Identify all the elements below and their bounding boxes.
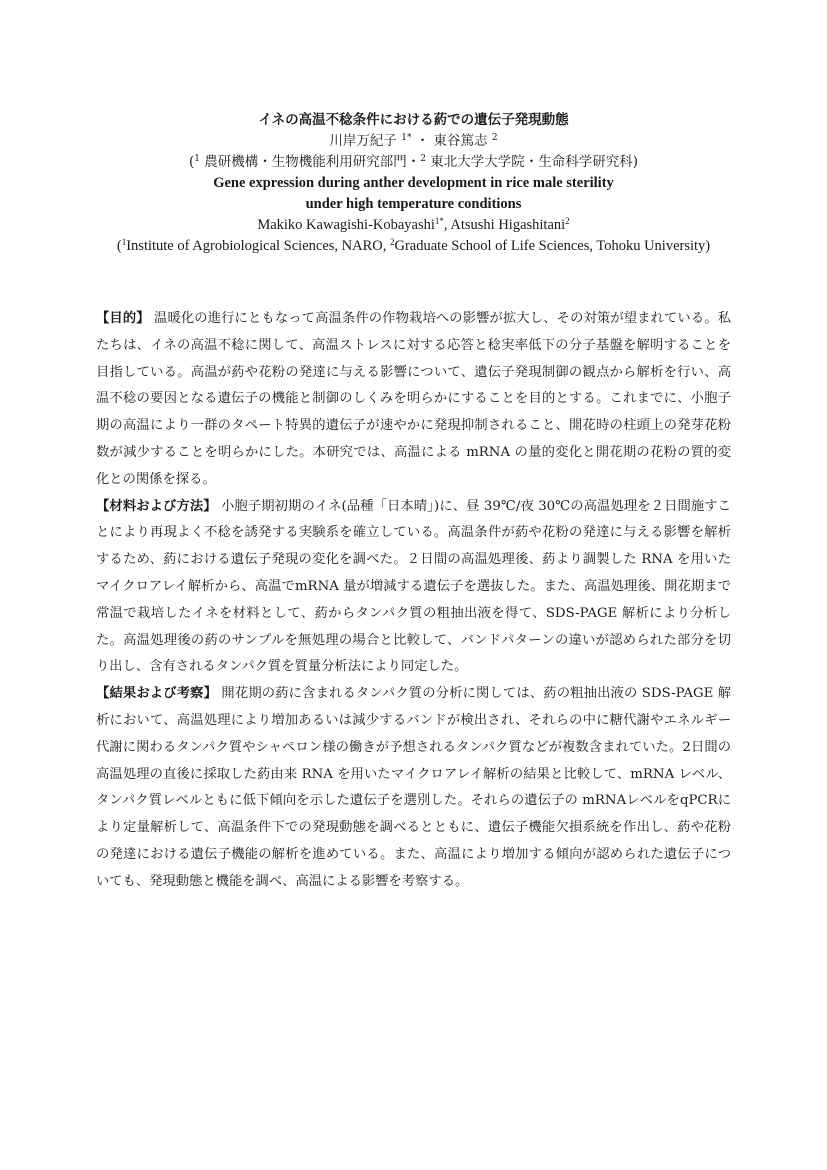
author-2-en-mark: 2 <box>565 216 570 226</box>
author-2-ja-mark: 2 <box>491 133 498 143</box>
affiliation-en-1: Institute of Agrobiological Sciences, NARO, <box>126 238 390 254</box>
affiliation-japanese <box>90 152 737 173</box>
title-english-line-2: under high temperature conditions <box>305 196 522 212</box>
section-methods-text: 小胞子期初期のイネ(品種「日本晴」)に、昼 39℃/夜 30℃の高温処理を２日間施すことにより再現よく不稔を誘発する実験系を確立している。高温条件が葯や花粉の発達に与える影響を解析するため、葯における遺伝子発現の変化を調べた。２日間の高温処理後、葯より調製した RNA を用いたマイクロアレイ解析から、高温でmRNA 量が増減する遺伝子を選抜した。また、高温処理後、開花期まで常温で栽培したイネを材料として、葯からタンパク質の粗抽出液を得て、SDS-PAGE 解析により分析した。高温処理後の葯のサンプルを無処理の場合と比較して、バンドパターンの違いが認められた部分を切り出し、含有されるタンパク質を質量分析法により同定した。 <box>96 498 732 675</box>
affiliation-ja-mark-2: 2 <box>420 154 426 164</box>
author-1-en: Makiko Kawagishi-Kobayashi <box>257 217 435 233</box>
affiliation-ja-open: ( <box>188 154 195 170</box>
title-japanese: イネの高温不稔条件における葯での遺伝子発現動態 <box>258 112 569 128</box>
section-methods <box>96 494 731 682</box>
affiliation-en-mark-1: 1 <box>121 237 127 247</box>
section-results <box>96 681 731 895</box>
affiliation-ja-2: 東北大学大学院・生命科学研究科) <box>425 154 639 170</box>
author-2-en: Atsushi Higashitani <box>450 217 566 233</box>
affiliation-ja-1: 農研機構・生物機能利用研究部門・ <box>199 154 421 170</box>
author-separator-ja: ・ <box>415 133 430 149</box>
affiliation-en-open: ( <box>116 238 122 254</box>
section-purpose-text: 温暖化の進行にともなって高温条件の作物栽培への影響が拡大し、その対策が望まれている。私たちは、イネの高温不稔に関して、高温ストレスに対する応答と稔実率低下の分子基盤を解明することを目指している。高温が葯や花粉の発達に与える影響について、遺伝子発現制御の観点から解析を行い、高温不稔の要因となる遺伝子の機能と制御のしくみを明らかにすることを目的とする。これまでに、小胞子期の高温により一群のタペート特異的遺伝子が速やかに発現抑制されること、開花時の柱頭上の発芽花粉数が減少することを明らかにした。本研究では、高温による mRNA の量的変化と開花期の花粉の質的変化との関係を探る。 <box>96 311 731 487</box>
author-2-ja: 東谷篤志 <box>433 133 488 149</box>
section-purpose-heading: 【目的】 <box>96 311 150 326</box>
abstract-body <box>96 306 731 896</box>
section-results-heading: 【結果および考察】 <box>96 686 218 702</box>
affiliation-en-2: Graduate School of Life Sciences, Tohoku University) <box>394 238 711 254</box>
section-purpose <box>96 306 731 494</box>
author-1-ja-mark: 1* <box>401 133 412 143</box>
author-1-en-mark: 1* <box>434 216 444 226</box>
authors-japanese <box>90 131 737 152</box>
author-1-ja: 川岸万紀子 <box>329 133 397 149</box>
paper-header <box>90 110 737 257</box>
title-english-line-1: Gene expression during anther development in rice male sterility <box>213 175 614 191</box>
author-separator-en: , <box>443 217 451 233</box>
affiliation-english <box>90 236 737 257</box>
section-results-text: 開花期の葯に含まれるタンパク質の分析に関しては、葯の粗抽出液の SDS-PAGE 解析において、高温処理により増加あるいは減少するバンドが検出され、それらの中に糖代謝やエネルギー代謝に関わるタンパク質やシャペロン様の働きが予想されるタンパク質などが複数含まれていた。2日間の高温処理の直後に採取した葯由来 RNA を用いたマイクロアレイ解析の結果と比較して、mRNA レベル、タンパク質レベルともに低下傾向を示した遺伝子を選別した。それらの遺伝子の mRNAレベルをqPCRにより定量解析して、高温条件下での発現動態を調べるとともに、遺伝子機能欠損系統を作出し、葯や花粉の発達における遺伝子機能の解析を進めている。また、高温により増加する傾向が認められた遺伝子についても、発現動態と機能を調べ、高温による影響を考察する。 <box>96 686 732 889</box>
affiliation-en-mark-2: 2 <box>390 237 395 247</box>
section-methods-heading: 【材料および方法】 <box>96 498 217 514</box>
affiliation-ja-mark-1: 1 <box>194 154 200 164</box>
authors-english <box>90 215 737 236</box>
